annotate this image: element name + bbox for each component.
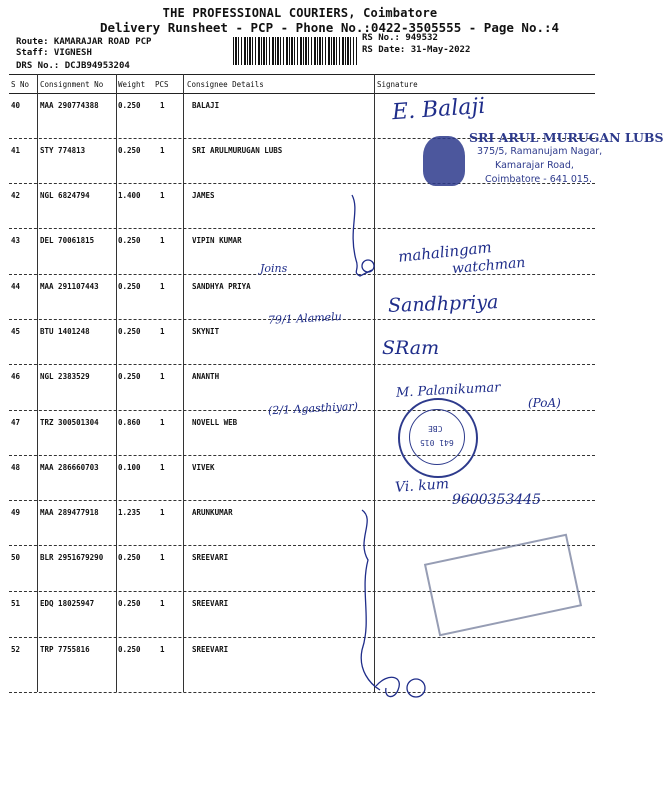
header-weight: Weight — [118, 80, 146, 89]
stamp-line2: Kamarajar Road, — [495, 160, 574, 171]
cell-sno: 47 — [11, 418, 21, 427]
cell-sno: 41 — [11, 146, 21, 155]
signature-balaji: E. Balaji — [391, 93, 487, 126]
cell-sno: 46 — [11, 372, 21, 381]
rs-number: RS No.: 949532 — [362, 33, 438, 43]
cell-consignment-no: EDQ 18025947 — [40, 599, 95, 608]
stroke-sreevari — [361, 510, 380, 690]
cell-weight: 0.100 — [118, 463, 141, 472]
stamp-novell — [398, 398, 478, 478]
cell-consignment-no: MAA 289477918 — [40, 508, 99, 517]
signature-mahalingam: mahalingam — [397, 238, 493, 266]
header-sno: S No — [11, 80, 30, 89]
cell-sno: 51 — [11, 599, 21, 608]
cell-consignee: ANANTH — [192, 372, 220, 381]
cell-sno: 48 — [11, 463, 21, 472]
stamp-name: SRI ARUL MURUGAN LUBS — [469, 130, 664, 145]
stroke-sreevari-end — [376, 677, 399, 696]
runsheet-subtitle: Delivery Runsheet - PCP - Phone No.:0422-3505555 - Page No.:4 — [100, 20, 560, 35]
cell-consignment-no: NGL 6824794 — [40, 191, 90, 200]
cell-weight: 0.250 — [118, 553, 141, 562]
cell-sno: 49 — [11, 508, 21, 517]
cell-weight: 0.250 — [118, 372, 141, 381]
note-alamelu: 79/1 Alamelu — [267, 310, 343, 327]
cell-consignment-no: BTU 1401248 — [40, 327, 90, 336]
header-signature: Signature — [377, 80, 418, 89]
signature-palanikumar: M. Palanikumar — [395, 380, 501, 401]
signature-watchman: watchman — [451, 254, 527, 278]
cell-consignee: BALAJI — [192, 101, 220, 110]
signature-skynit: SRam — [382, 337, 440, 359]
cell-consignment-no: STY 774813 — [40, 146, 86, 155]
note-poa: (PoA) — [528, 396, 561, 410]
staff-label: Staff: VIGNESH — [16, 48, 92, 58]
stamp-novell-inner — [409, 409, 465, 465]
stamp-line1: 375/5, Ramanujam Nagar, — [477, 146, 603, 157]
phone-number-handwritten: 9600353445 — [452, 492, 542, 508]
cell-pcs: 1 — [160, 327, 165, 336]
note-agasthiyar: (2/1 Agasthiyar) — [267, 399, 359, 418]
cell-weight: 0.250 — [118, 146, 141, 155]
cell-consignment-no: DEL 70061815 — [40, 236, 95, 245]
cell-consignment-no: TRP 7755816 — [40, 645, 90, 654]
cell-consignment-no: MAA 291107443 — [40, 282, 99, 291]
stamp-pin: 641 015 — [420, 438, 454, 447]
cell-consignee: SREEVARI — [192, 645, 229, 654]
cell-consignee: SREEVARI — [192, 599, 229, 608]
cell-pcs: 1 — [160, 645, 165, 654]
cell-weight: 0.250 — [118, 327, 141, 336]
stroke-sreevari-circle — [407, 679, 425, 697]
cell-pcs: 1 — [160, 553, 165, 562]
rs-date: RS Date: 31-May-2022 — [362, 45, 471, 55]
cell-weight: 0.250 — [118, 236, 141, 245]
cell-consignee: ARUNKUMAR — [192, 508, 233, 517]
stamp-arulmurugan — [395, 128, 664, 192]
company-title: THE PROFESSIONAL COURIERS, Coimbatore — [162, 6, 438, 20]
cell-consignee: SRI ARULMURUGAN LUBS — [192, 146, 283, 155]
drs-number: DRS No.: DCJB94953204 — [16, 61, 130, 71]
cell-pcs: 1 — [160, 101, 165, 110]
cell-sno: 44 — [11, 282, 21, 291]
cell-pcs: 1 — [160, 372, 165, 381]
cell-consignment-no: NGL 2383529 — [40, 372, 90, 381]
cell-pcs: 1 — [160, 236, 165, 245]
cell-consignee: SANDHYA PRIYA — [192, 282, 251, 291]
cell-consignee: JAMES — [192, 191, 215, 200]
header-consignment: Consignment No — [40, 80, 104, 89]
cell-consignment-no: MAA 286660703 — [40, 463, 99, 472]
cell-pcs: 1 — [160, 146, 165, 155]
stamp-line3: Coimbatore - 641 015. — [485, 174, 593, 185]
cell-pcs: 1 — [160, 418, 165, 427]
note-joins: Joins — [260, 262, 288, 275]
stroke-james-loop — [362, 260, 374, 272]
cell-consignee: VIVEK — [192, 463, 215, 472]
cell-consignment-no: BLR 2951679290 — [40, 553, 104, 562]
cell-weight: 0.250 — [118, 101, 141, 110]
cell-pcs: 1 — [160, 282, 165, 291]
cell-sno: 52 — [11, 645, 21, 654]
stamp-cbe: CBE — [428, 424, 443, 433]
cell-consignee: SREEVARI — [192, 553, 229, 562]
cell-pcs: 1 — [160, 463, 165, 472]
deity-image — [423, 136, 465, 186]
cell-pcs: 1 — [160, 191, 165, 200]
cell-consignee: SKYNIT — [192, 327, 220, 336]
cell-weight: 0.250 — [118, 599, 141, 608]
signature-vivek: Vi. kum — [394, 476, 450, 496]
cell-sno: 45 — [11, 327, 21, 336]
cell-consignee: NOVELL WEB — [192, 418, 238, 427]
route-label: Route: KAMARAJAR ROAD PCP — [16, 37, 152, 47]
cell-sno: 50 — [11, 553, 21, 562]
cell-pcs: 1 — [160, 508, 165, 517]
header-pcs: PCS — [155, 80, 169, 89]
cell-weight: 0.250 — [118, 282, 141, 291]
cell-weight: 0.250 — [118, 645, 141, 654]
cell-sno: 43 — [11, 236, 21, 245]
cell-weight: 0.860 — [118, 418, 141, 427]
header-consignee: Consignee Details — [187, 80, 264, 89]
cell-weight: 1.400 — [118, 191, 141, 200]
cell-consignee: VIPIN KUMAR — [192, 236, 242, 245]
cell-pcs: 1 — [160, 599, 165, 608]
signature-sandhya: Sandhpriya — [387, 291, 499, 317]
cell-consignment-no: TRZ 300501304 — [40, 418, 99, 427]
cell-consignment-no: MAA 290774388 — [40, 101, 99, 110]
cell-sno: 40 — [11, 101, 21, 110]
cell-weight: 1.235 — [118, 508, 141, 517]
cell-sno: 42 — [11, 191, 21, 200]
